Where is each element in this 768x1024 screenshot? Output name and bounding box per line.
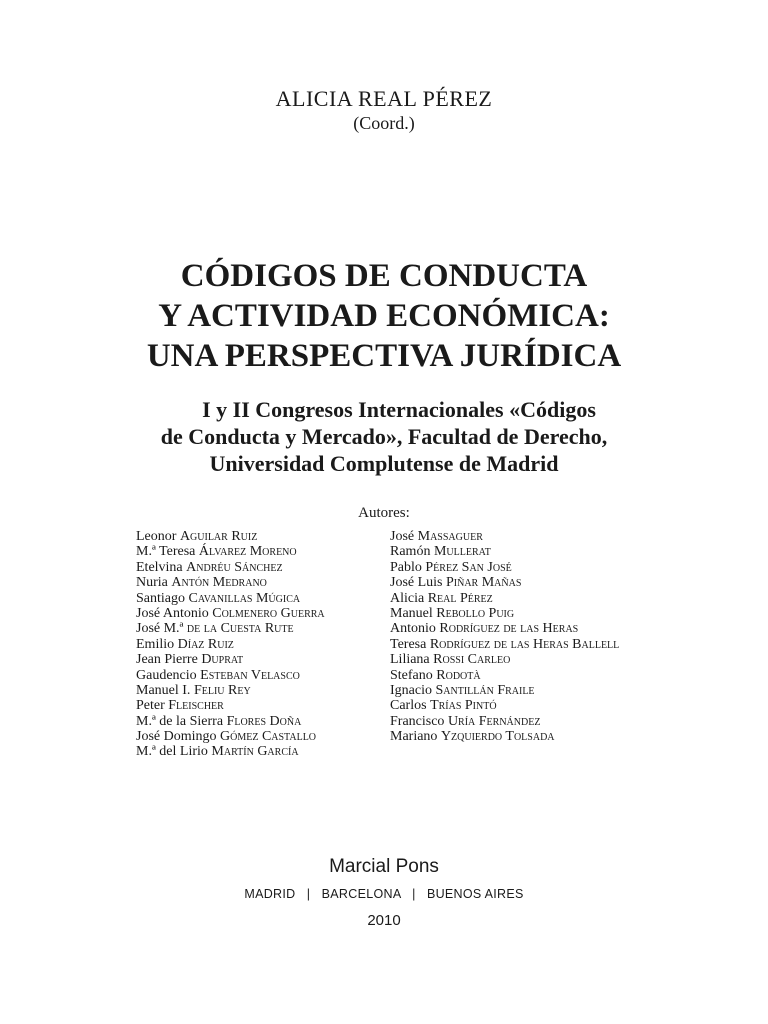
authors-list-right xyxy=(390,529,619,744)
author-given-name: M.ª Teresa xyxy=(136,544,196,560)
book-title xyxy=(0,256,768,376)
author-given-name: Manuel I. xyxy=(136,682,191,698)
author-family-name: Martín García xyxy=(211,744,299,760)
author-family-name: Álvarez Moreno xyxy=(198,544,297,560)
authors-list-left xyxy=(136,529,325,760)
author-given-name: Gaudencio xyxy=(136,667,197,683)
publication-year: 2010 xyxy=(367,912,401,929)
author-entry xyxy=(390,714,619,729)
author-entry xyxy=(390,560,619,575)
author-family-name: Pérez San José xyxy=(425,559,512,575)
author-entry xyxy=(136,560,325,575)
author-entry xyxy=(136,668,325,683)
author-entry xyxy=(136,729,325,744)
author-family-name: Mullerat xyxy=(433,544,491,560)
author-given-name: Jean Pierre xyxy=(136,652,198,668)
author-entry xyxy=(390,652,619,667)
subtitle-line: de Conducta y Mercado», Facultad de Derecho, xyxy=(160,424,608,449)
author-given-name: Nuria xyxy=(136,575,168,591)
author-given-name: Teresa xyxy=(390,636,427,652)
author-given-name: Ramón xyxy=(390,544,431,560)
author-family-name: Santillán Fraile xyxy=(435,682,535,698)
author-given-name: Leonor xyxy=(136,529,177,544)
author-family-name: Antón Medrano xyxy=(171,575,267,591)
author-family-name: Cavanillas Múgica xyxy=(188,590,301,606)
author-given-name: Alicia xyxy=(390,590,425,606)
author-entry xyxy=(390,529,619,544)
author-family-name: Aguilar Ruiz xyxy=(179,529,258,544)
title-line: CÓDIGOS DE CONDUCTA xyxy=(180,258,588,294)
author-family-name: Rodríguez de las Heras Ballell xyxy=(429,636,620,652)
author-entry xyxy=(390,729,619,744)
author-entry xyxy=(390,637,619,652)
author-entry xyxy=(136,621,325,636)
author-entry xyxy=(136,744,325,759)
author-family-name: Yzquierdo Tolsada xyxy=(440,729,555,745)
author-entry xyxy=(136,544,325,559)
author-entry xyxy=(390,575,619,590)
author-entry xyxy=(136,698,325,713)
author-given-name: Peter xyxy=(136,698,165,714)
author-family-name: Gómez Castallo xyxy=(220,729,317,745)
book-subtitle xyxy=(0,396,768,477)
publisher-cities: MADRID | BARCELONA | BUENOS AIRES xyxy=(244,887,524,901)
author-entry xyxy=(390,606,619,621)
author-family-name: Rodotà xyxy=(436,667,481,683)
publisher-name: Marcial Pons xyxy=(329,856,439,877)
author-given-name: M.ª del Lirio xyxy=(136,744,208,760)
author-entry xyxy=(136,606,325,621)
author-entry xyxy=(136,637,325,652)
author-entry xyxy=(136,652,325,667)
author-family-name: Massaguer xyxy=(417,529,483,544)
author-given-name: José Antonio xyxy=(136,605,209,621)
author-entry xyxy=(136,591,325,606)
author-family-name: Uría Fernández xyxy=(447,713,541,729)
author-entry xyxy=(390,668,619,683)
author-given-name: José Luis xyxy=(390,575,443,591)
author-entry xyxy=(136,575,325,590)
author-family-name: Rebollo Puig xyxy=(436,605,515,621)
author-family-name: Colmenero Guerra xyxy=(212,605,325,621)
author-given-name: Etelvina xyxy=(136,559,183,575)
author-family-name: Real Pérez xyxy=(427,590,493,606)
subtitle-line: I y II Congresos Internacionales «Códigos xyxy=(202,397,596,422)
author-given-name: Pablo xyxy=(390,559,422,575)
author-family-name: Rodríguez de las Heras xyxy=(439,621,579,637)
author-entry xyxy=(390,698,619,713)
author-given-name: Francisco xyxy=(390,713,445,729)
coordinator-name: ALICIA REAL PÉREZ xyxy=(275,86,493,111)
author-family-name: Duprat xyxy=(201,652,244,668)
author-family-name: Rossi Carleo xyxy=(433,652,511,668)
author-entry xyxy=(136,529,325,544)
author-given-name: Emilio xyxy=(136,636,175,652)
author-given-name: José Domingo xyxy=(136,729,217,745)
author-given-name: Liliana xyxy=(390,652,430,668)
author-family-name: Díaz Ruiz xyxy=(177,636,234,652)
author-family-name: Trías Pintó xyxy=(430,698,497,714)
title-line: UNA PERSPECTIVA JURÍDICA xyxy=(146,338,622,374)
author-entry xyxy=(136,714,325,729)
author-given-name: M.ª de la Sierra xyxy=(136,713,224,729)
author-given-name: Manuel xyxy=(390,605,433,621)
author-family-name: Flores Doña xyxy=(226,713,302,729)
author-family-name: Andréu Sánchez xyxy=(186,559,283,575)
coordinator-role: (Coord.) xyxy=(353,113,415,133)
title-line: Y ACTIVIDAD ECONÓMICA: xyxy=(158,298,610,334)
author-entry xyxy=(390,544,619,559)
author-family-name: Feliu Rey xyxy=(193,682,251,698)
author-given-name: Ignacio xyxy=(390,682,432,698)
author-family-name: Fleischer xyxy=(168,698,224,714)
author-given-name: José M.ª xyxy=(136,621,184,637)
author-given-name: José xyxy=(390,529,415,544)
author-entry xyxy=(136,683,325,698)
author-entry xyxy=(390,591,619,606)
author-family-name: Esteban Velasco xyxy=(200,667,300,683)
author-given-name: Santiago xyxy=(136,590,185,606)
author-given-name: Mariano xyxy=(390,729,438,745)
subtitle-line: Universidad Complutense de Madrid xyxy=(209,451,559,476)
author-family-name: de la Cuesta Rute xyxy=(186,621,294,637)
author-family-name: Piñar Mañas xyxy=(446,575,522,591)
author-given-name: Carlos xyxy=(390,698,427,714)
authors-label: Autores: xyxy=(358,505,410,521)
author-entry xyxy=(390,621,619,636)
author-given-name: Antonio xyxy=(390,621,436,637)
author-given-name: Stefano xyxy=(390,667,433,683)
author-entry xyxy=(390,683,619,698)
